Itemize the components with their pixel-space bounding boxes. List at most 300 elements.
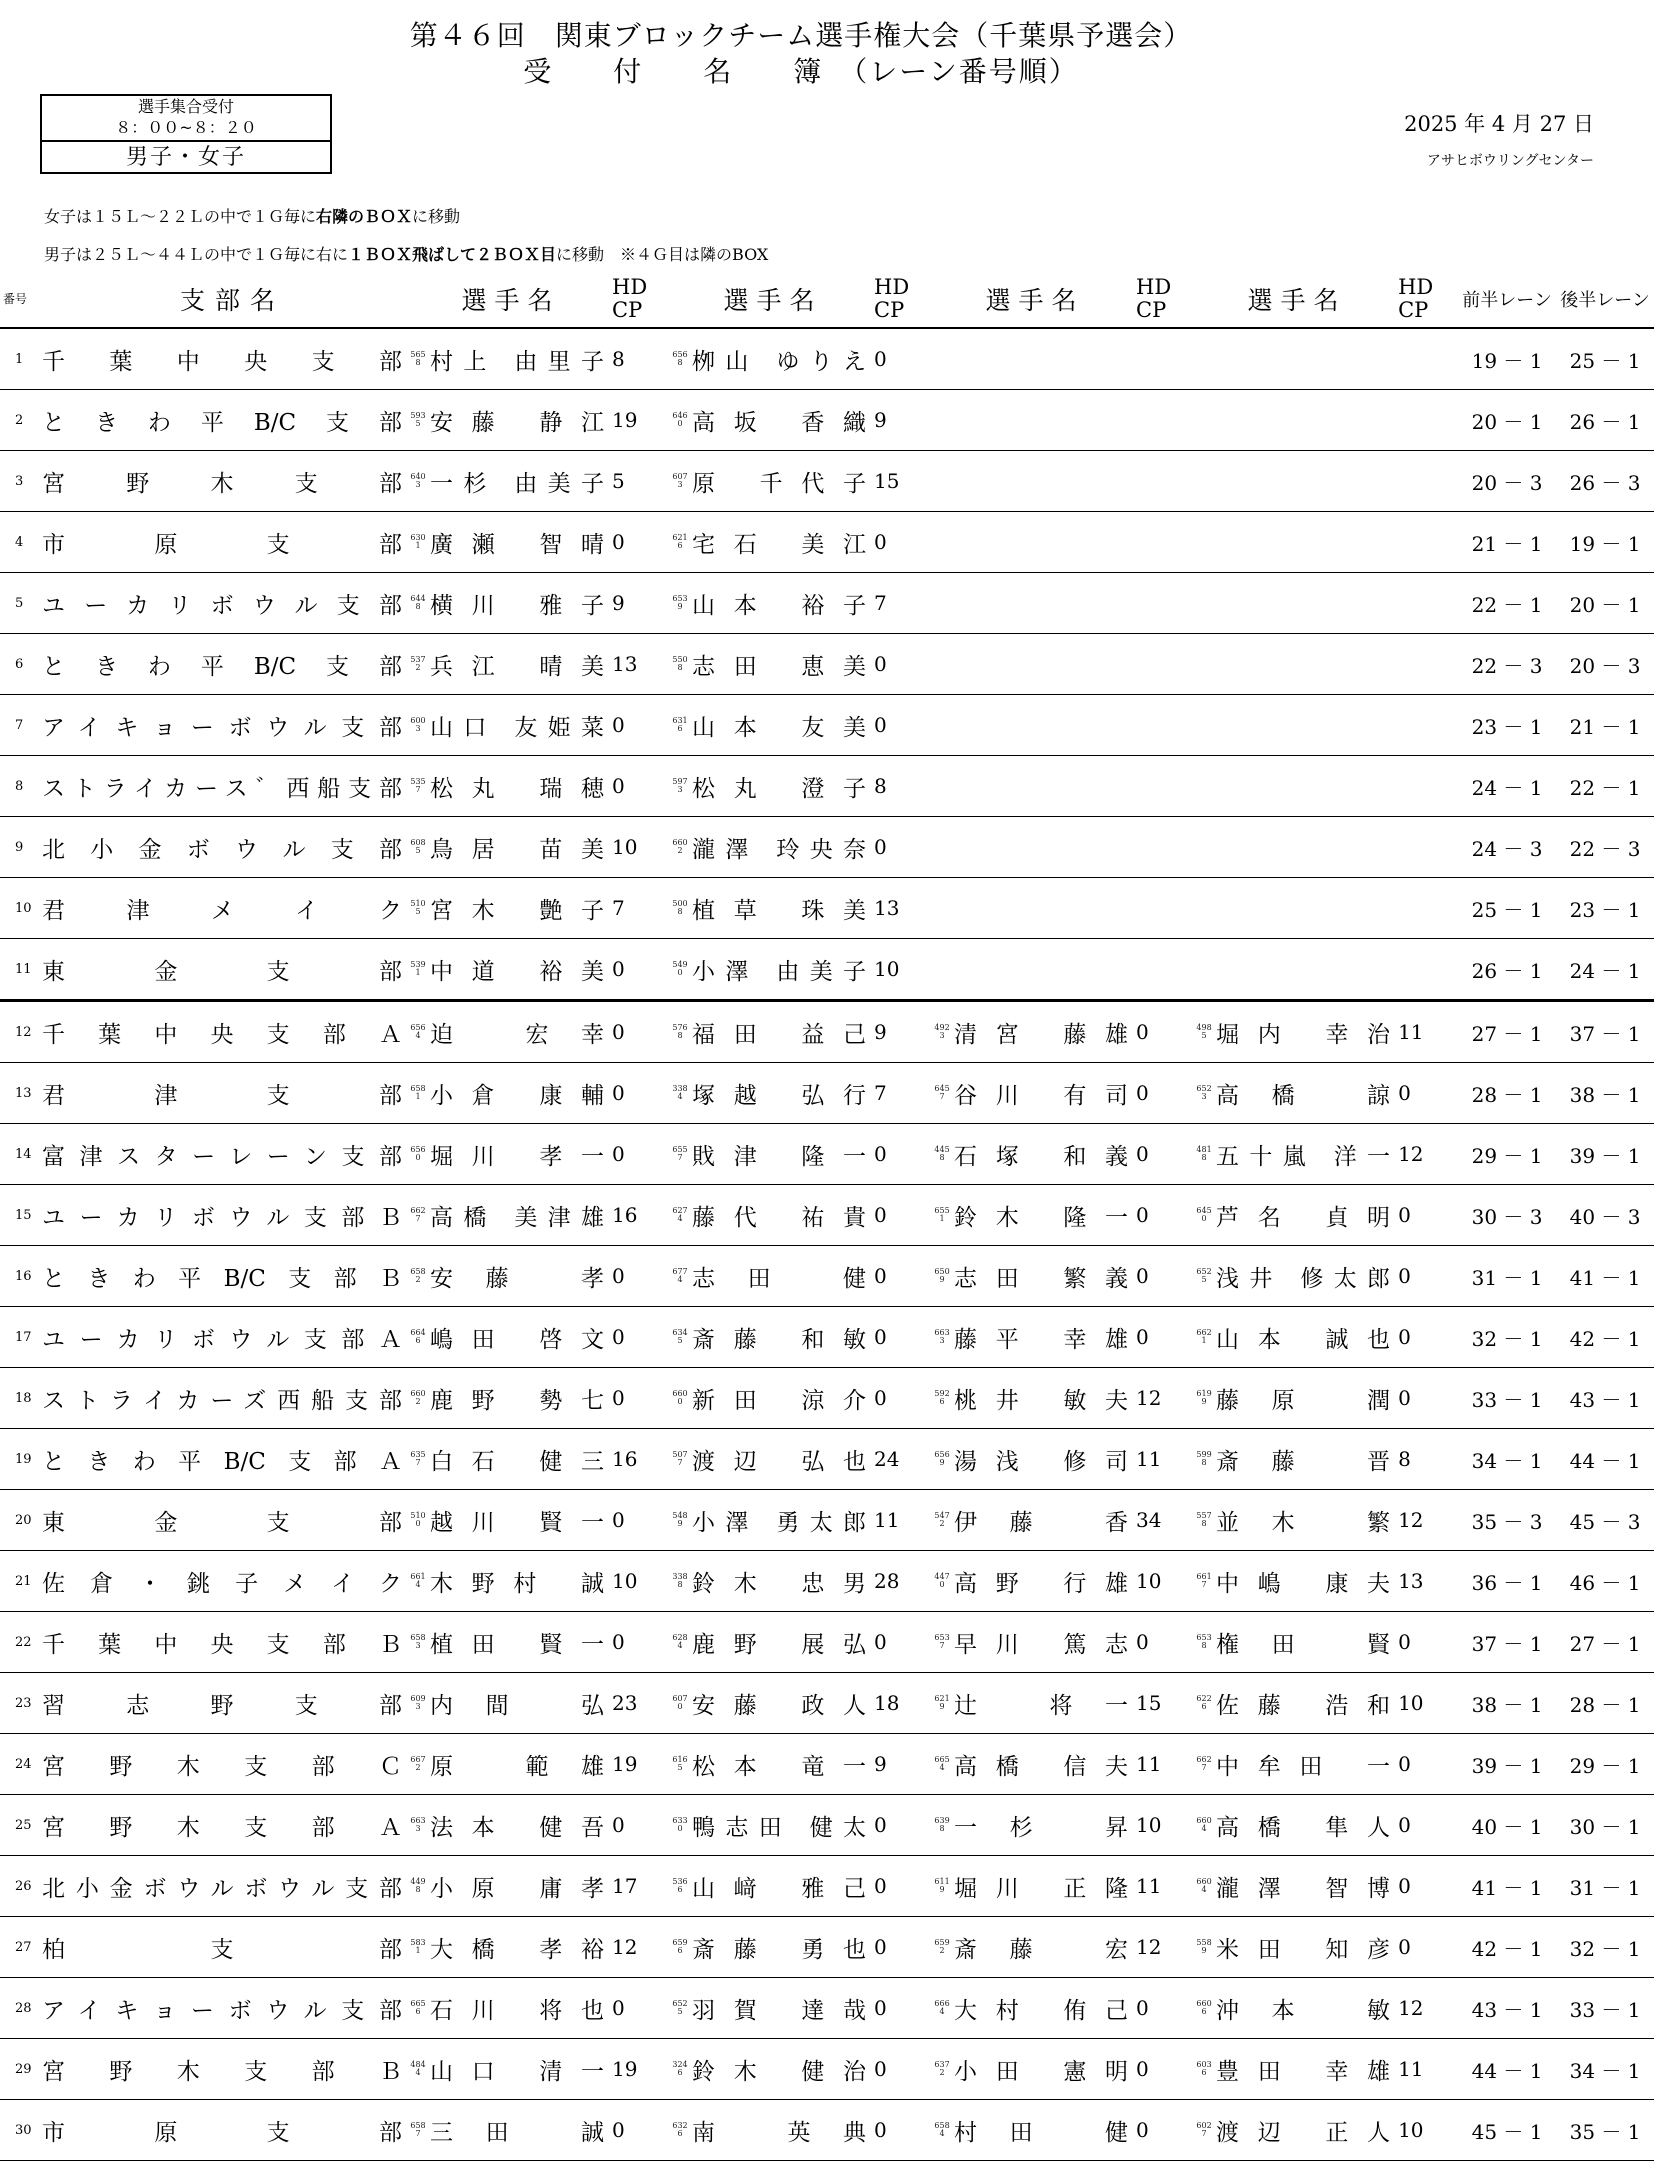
header-player: 選手名 (672, 270, 874, 328)
player-hdcp: 0 (1136, 1307, 1196, 1368)
player-hdcp: 8 (1398, 1429, 1458, 1490)
player-name: 桃井 敏夫 (950, 1368, 1136, 1429)
branch-name: 東金支部 (40, 939, 410, 1001)
player-id (1196, 878, 1212, 939)
player-id: 4818 (1196, 1124, 1212, 1185)
lane-first: 43 － 1 (1458, 1978, 1556, 2039)
player-id (934, 756, 950, 817)
player-hdcp: 0 (1398, 1246, 1458, 1307)
player-hdcp: 9 (612, 573, 672, 634)
table-row (0, 512, 1654, 573)
player-hdcp: 0 (874, 634, 934, 695)
row-number: 22 (0, 1612, 40, 1673)
player-name: 佐藤 浩和 (1212, 1673, 1398, 1734)
branch-name: アイキョーボウル支部 (40, 695, 410, 756)
player-name: 山本 友美 (688, 695, 874, 756)
player-hdcp: 9 (874, 390, 934, 451)
row-number: 17 (0, 1307, 40, 1368)
note-text: 男子は２５Ｌ～４４Ｌの中で１Ｇ毎に右に (44, 245, 349, 264)
player-id: 6584 (934, 2100, 950, 2161)
hdcp-line1: HD (1398, 274, 1434, 299)
lane-second: 37 － 1 (1556, 1001, 1654, 1063)
player-name: 斎藤 晋 (1212, 1429, 1398, 1490)
player-name: 鴨志田 健太 (688, 1795, 874, 1856)
table-row (0, 1368, 1654, 1429)
branch-name: ときわ平B/C支部 (40, 390, 410, 451)
player-id (934, 878, 950, 939)
player-hdcp (1136, 451, 1196, 512)
player-hdcp: 11 (1398, 2039, 1458, 2100)
player-hdcp: 0 (612, 1978, 672, 2039)
player-name: 高野 行雄 (950, 1551, 1136, 1612)
branch-name: 君津支部 (40, 1063, 410, 1124)
branch-name: ストライカーズ西船支部 (40, 1368, 410, 1429)
player-id: 6003 (410, 695, 426, 756)
player-name: 斎藤 宏 (950, 1917, 1136, 1978)
row-number: 30 (0, 2100, 40, 2161)
player-hdcp: 34 (1136, 1490, 1196, 1551)
player-id (1196, 573, 1212, 634)
player-name: 藤代 祐貴 (688, 1185, 874, 1246)
player-name: 堀川 孝一 (426, 1124, 612, 1185)
branch-name: 千葉中央支部Ａ (40, 1001, 410, 1063)
row-number: 11 (0, 939, 40, 1001)
player-id: 6274 (672, 1185, 688, 1246)
player-name: 一杉 由美子 (426, 451, 612, 512)
player-name: 中道 裕美 (426, 939, 612, 1001)
player-id (1196, 634, 1212, 695)
player-id: 6568 (672, 328, 688, 390)
table-row (0, 817, 1654, 878)
assembly-label: 選手集合受付 (137, 97, 234, 116)
player-hdcp: 0 (1136, 1124, 1196, 1185)
player-id: 4498 (410, 1856, 426, 1917)
player-name: 横川 雅子 (426, 573, 612, 634)
player-hdcp: 0 (1398, 1307, 1458, 1368)
hdcp-line2: CP (612, 297, 643, 322)
player-name: 宮木 艶子 (426, 878, 612, 939)
player-id: 4923 (934, 1001, 950, 1063)
player-hdcp (1398, 512, 1458, 573)
player-id: 6070 (672, 1673, 688, 1734)
player-id (1196, 512, 1212, 573)
lane-second: 45 － 3 (1556, 1490, 1654, 1551)
player-hdcp: 0 (874, 817, 934, 878)
assembly-time: ８：００~８：２０ (115, 118, 257, 137)
branch-name: 佐倉・銚子メイク (40, 1551, 410, 1612)
lane-first: 31 － 1 (1458, 1246, 1556, 1307)
player-name (950, 817, 1136, 878)
roster-body (0, 328, 1654, 2161)
player-id: 6457 (934, 1063, 950, 1124)
player-id: 6538 (1196, 1612, 1212, 1673)
player-id: 5589 (1196, 1917, 1212, 1978)
player-name: 戝津 隆一 (688, 1124, 874, 1185)
lane-second: 22 － 1 (1556, 756, 1654, 817)
player-name: 山口 清一 (426, 2039, 612, 2100)
player-name: 山口 友姫菜 (426, 695, 612, 756)
branch-name: ユーカリボウル支部Ａ (40, 1307, 410, 1368)
player-hdcp: 0 (874, 1612, 934, 1673)
player-name: 五十嵐 洋一 (1212, 1124, 1398, 1185)
branch-name: アイキョーボウル支部 (40, 1978, 410, 2039)
branch-name: 習志野支部 (40, 1673, 410, 1734)
lane-second: 25 － 1 (1556, 328, 1654, 390)
branch-name: ストライカース゛西船支部 (40, 756, 410, 817)
player-hdcp: 0 (612, 1490, 672, 1551)
assembly-box (40, 94, 332, 174)
player-name (1212, 878, 1398, 939)
player-name (1212, 634, 1398, 695)
player-id: 6539 (672, 573, 688, 634)
player-name: 瀧澤 智博 (1212, 1856, 1398, 1917)
lane-first: 20 － 1 (1458, 390, 1556, 451)
player-id: 5100 (410, 1490, 426, 1551)
player-hdcp: 0 (612, 1063, 672, 1124)
player-name: 堀川 正隆 (950, 1856, 1136, 1917)
lane-second: 41 － 1 (1556, 1246, 1654, 1307)
row-number: 6 (0, 634, 40, 695)
lane-first: 19 － 1 (1458, 328, 1556, 390)
lane-second: 20 － 1 (1556, 573, 1654, 634)
player-hdcp: 8 (874, 756, 934, 817)
table-row (0, 2100, 1654, 2161)
player-name: 浅井 修太郎 (1212, 1246, 1398, 1307)
branch-name: 北小金ボウルボウル支部 (40, 1856, 410, 1917)
lane-first: 37 － 1 (1458, 1612, 1556, 1673)
branch-name: 柏支部 (40, 1917, 410, 1978)
row-number: 21 (0, 1551, 40, 1612)
player-id: 5490 (672, 939, 688, 1001)
player-id: 6398 (934, 1795, 950, 1856)
player-hdcp: 11 (1136, 1429, 1196, 1490)
player-id: 6656 (410, 1978, 426, 2039)
player-id: 6216 (672, 512, 688, 573)
branch-name: 北小金ボウル支部 (40, 817, 410, 878)
player-name (1212, 939, 1398, 1001)
lane-second: 23 － 1 (1556, 878, 1654, 939)
player-id: 6604 (1196, 1795, 1212, 1856)
player-name: 越川 賢一 (426, 1490, 612, 1551)
player-id: 4985 (1196, 1001, 1212, 1063)
lane-second: 26 － 1 (1556, 390, 1654, 451)
lane-first: 38 － 1 (1458, 1673, 1556, 1734)
player-id (934, 390, 950, 451)
player-id: 6551 (934, 1185, 950, 1246)
lane-first: 34 － 1 (1458, 1429, 1556, 1490)
player-name: 米田 知彦 (1212, 1917, 1398, 1978)
player-name: 志田 健 (688, 1246, 874, 1307)
table-row (0, 1429, 1654, 1490)
player-hdcp: 11 (1136, 1734, 1196, 1795)
table-row (0, 1307, 1654, 1368)
title-line1: 第４６回 関東ブロックチーム選手権大会（千葉県予選会） (409, 19, 1193, 52)
player-hdcp: 0 (1136, 1063, 1196, 1124)
player-name: 芦名 貞明 (1212, 1185, 1398, 1246)
player-name: 沖本 敏 (1212, 1978, 1398, 2039)
player-name (950, 512, 1136, 573)
table-row (0, 634, 1654, 695)
player-hdcp: 5 (612, 451, 672, 512)
lane-first: 27 － 1 (1458, 1001, 1556, 1063)
lane-first: 33 － 1 (1458, 1368, 1556, 1429)
lane-first: 20 － 3 (1458, 451, 1556, 512)
player-id: 5105 (410, 878, 426, 939)
player-id (934, 695, 950, 756)
player-id: 6403 (410, 451, 426, 512)
player-hdcp: 0 (612, 1612, 672, 1673)
hdcp-line1: HD (874, 274, 910, 299)
lane-second: 32 － 1 (1556, 1917, 1654, 1978)
player-name (950, 451, 1136, 512)
player-hdcp: 10 (1136, 1795, 1196, 1856)
player-id: 6602 (672, 817, 688, 878)
lane-first: 41 － 1 (1458, 1856, 1556, 1917)
player-id: 6537 (934, 1612, 950, 1673)
player-hdcp (1136, 817, 1196, 878)
player-name: 山本 誠也 (1212, 1307, 1398, 1368)
player-id (934, 512, 950, 573)
player-id: 6633 (410, 1795, 426, 1856)
header-player: 選手名 (410, 270, 612, 328)
table-row (0, 939, 1654, 1001)
player-id: 5973 (672, 756, 688, 817)
player-hdcp: 0 (874, 328, 934, 390)
lane-second: 30 － 1 (1556, 1795, 1654, 1856)
lane-second: 24 － 1 (1556, 939, 1654, 1001)
player-name: 志田 繁義 (950, 1246, 1136, 1307)
player-name: 木野村 誠 (426, 1551, 612, 1612)
player-name (1212, 573, 1398, 634)
player-id: 5578 (1196, 1490, 1212, 1551)
player-hdcp: 0 (874, 1856, 934, 1917)
lane-first: 29 － 1 (1458, 1124, 1556, 1185)
hdcp-line2: CP (874, 297, 905, 322)
player-hdcp: 0 (874, 2100, 934, 2161)
row-number: 19 (0, 1429, 40, 1490)
player-id: 6664 (934, 1978, 950, 2039)
player-hdcp: 0 (612, 1368, 672, 1429)
player-hdcp: 24 (874, 1429, 934, 1490)
table-row (0, 573, 1654, 634)
player-id: 6036 (1196, 2039, 1212, 2100)
player-hdcp: 0 (874, 695, 934, 756)
player-name (1212, 756, 1398, 817)
lane-first: 30 － 3 (1458, 1185, 1556, 1246)
player-name: 高橋 諒 (1212, 1063, 1398, 1124)
player-name: 伊藤 香 (950, 1490, 1136, 1551)
player-hdcp: 13 (612, 634, 672, 695)
player-id: 6583 (410, 1612, 426, 1673)
player-id (1196, 695, 1212, 756)
player-id: 4470 (934, 1551, 950, 1612)
branch-name: 富津スターレーン支部 (40, 1124, 410, 1185)
branch-name: ときわ平B/C支部 (40, 634, 410, 695)
row-number: 25 (0, 1795, 40, 1856)
player-hdcp: 12 (1136, 1917, 1196, 1978)
player-id: 6621 (1196, 1307, 1212, 1368)
player-name (1212, 328, 1398, 390)
player-name: 鈴木 隆一 (950, 1185, 1136, 1246)
player-hdcp: 0 (874, 1246, 934, 1307)
player-id: 6523 (1196, 1063, 1212, 1124)
roster-table (0, 270, 1654, 2161)
player-id: 6587 (410, 2100, 426, 2161)
player-hdcp: 0 (1398, 1368, 1458, 1429)
player-id: 6646 (410, 1307, 426, 1368)
header-row (0, 270, 1654, 328)
player-id: 6525 (1196, 1246, 1212, 1307)
player-hdcp: 7 (874, 1063, 934, 1124)
player-name: 豊田 幸雄 (1212, 2039, 1398, 2100)
player-hdcp: 18 (874, 1673, 934, 1734)
lane-second: 44 － 1 (1556, 1429, 1654, 1490)
lane-first: 24 － 1 (1458, 756, 1556, 817)
lane-first: 44 － 1 (1458, 2039, 1556, 2100)
player-id: 6600 (672, 1368, 688, 1429)
player-id: 5077 (672, 1429, 688, 1490)
player-name: 松丸 澄子 (688, 756, 874, 817)
row-number: 24 (0, 1734, 40, 1795)
player-hdcp: 0 (612, 695, 672, 756)
player-hdcp: 0 (874, 1307, 934, 1368)
player-name: 高橋 信夫 (950, 1734, 1136, 1795)
player-hdcp: 10 (612, 817, 672, 878)
player-name: 原 千代子 (688, 451, 874, 512)
table-row (0, 1551, 1654, 1612)
player-name: 福田 益己 (688, 1001, 874, 1063)
player-hdcp: 0 (1136, 2100, 1196, 2161)
player-id (934, 573, 950, 634)
player-id (1196, 817, 1212, 878)
lane-second: 21 － 1 (1556, 695, 1654, 756)
row-number: 23 (0, 1673, 40, 1734)
player-id: 5391 (410, 939, 426, 1001)
player-hdcp (1398, 573, 1458, 634)
player-hdcp: 0 (1398, 1063, 1458, 1124)
player-name: 藤原 潤 (1212, 1368, 1398, 1429)
player-id: 4458 (934, 1124, 950, 1185)
player-hdcp: 0 (874, 1124, 934, 1185)
table-row (0, 878, 1654, 939)
player-hdcp: 15 (874, 451, 934, 512)
header-hdcp (874, 270, 934, 328)
player-id: 6509 (934, 1246, 950, 1307)
player-name: 鹿野 勢七 (426, 1368, 612, 1429)
player-id (934, 939, 950, 1001)
lane-first: 22 － 1 (1458, 573, 1556, 634)
player-name: 斎藤 和敏 (688, 1307, 874, 1368)
player-name (950, 695, 1136, 756)
player-name: 宅石 美江 (688, 512, 874, 573)
player-id: 6450 (1196, 1185, 1212, 1246)
player-name: 鹿野 展弘 (688, 1612, 874, 1673)
player-name: 瀧澤 玲央奈 (688, 817, 874, 878)
player-name: 一杉 昇 (950, 1795, 1136, 1856)
player-hdcp: 0 (1398, 1734, 1458, 1795)
player-hdcp: 0 (612, 1001, 672, 1063)
player-name (950, 573, 1136, 634)
lane-second: 34 － 1 (1556, 2039, 1654, 2100)
player-name: 清宮 藤雄 (950, 1001, 1136, 1063)
header-lane-first: 前半レーン (1458, 270, 1556, 328)
player-id: 6093 (410, 1673, 426, 1734)
player-name: 堀内 幸治 (1212, 1001, 1398, 1063)
row-number: 4 (0, 512, 40, 573)
player-id: 6564 (410, 1001, 426, 1063)
lane-first: 21 － 1 (1458, 512, 1556, 573)
player-hdcp (1136, 878, 1196, 939)
player-hdcp: 23 (612, 1673, 672, 1734)
header-branch: 支部名 (40, 270, 410, 328)
player-hdcp: 0 (1136, 2039, 1196, 2100)
player-hdcp: 16 (612, 1429, 672, 1490)
player-name: 渡辺 正人 (1212, 2100, 1398, 2161)
player-name (950, 878, 1136, 939)
player-hdcp: 11 (1398, 1001, 1458, 1063)
player-name: 村上 由里子 (426, 328, 612, 390)
player-name: 山本 裕子 (688, 573, 874, 634)
player-name: 安藤 政人 (688, 1673, 874, 1734)
player-id: 6316 (672, 695, 688, 756)
player-id (934, 634, 950, 695)
table-row (0, 1673, 1654, 1734)
player-name: 石塚 和義 (950, 1124, 1136, 1185)
row-number: 13 (0, 1063, 40, 1124)
lane-second: 33 － 1 (1556, 1978, 1654, 2039)
player-id: 6569 (934, 1429, 950, 1490)
header-player: 選手名 (1196, 270, 1398, 328)
row-number: 29 (0, 2039, 40, 2100)
player-id (1196, 390, 1212, 451)
player-hdcp: 0 (874, 512, 934, 573)
player-hdcp: 13 (1398, 1551, 1458, 1612)
category-label: 男子・女子 (125, 145, 246, 170)
player-hdcp (1398, 817, 1458, 878)
row-number: 9 (0, 817, 40, 878)
player-name (950, 939, 1136, 1001)
player-name (1212, 390, 1398, 451)
player-hdcp: 0 (612, 1246, 672, 1307)
player-hdcp: 12 (1136, 1368, 1196, 1429)
event-date: 2025 年 4 月 27 日 (1404, 112, 1594, 136)
player-hdcp: 19 (612, 390, 672, 451)
player-name: 中嶋 康夫 (1212, 1551, 1398, 1612)
player-hdcp: 13 (874, 878, 934, 939)
branch-name: 宮野木支部Ｂ (40, 2039, 410, 2100)
lane-second: 35 － 1 (1556, 2100, 1654, 2161)
lane-second: 29 － 1 (1556, 1734, 1654, 1795)
player-hdcp: 0 (612, 512, 672, 573)
player-id: 6326 (672, 2100, 688, 2161)
player-name: 藤平 幸雄 (950, 1307, 1136, 1368)
player-id (1196, 756, 1212, 817)
player-hdcp: 0 (612, 756, 672, 817)
player-id: 6219 (934, 1673, 950, 1734)
lane-first: 36 － 1 (1458, 1551, 1556, 1612)
player-hdcp: 0 (612, 939, 672, 1001)
table-row (0, 1856, 1654, 1917)
player-hdcp: 12 (1398, 1124, 1458, 1185)
header-lane-second: 後半レーン (1556, 270, 1654, 328)
branch-name: 東金支部 (40, 1490, 410, 1551)
table-row (0, 2039, 1654, 2100)
table-row (0, 1063, 1654, 1124)
player-hdcp (1136, 695, 1196, 756)
row-number: 7 (0, 695, 40, 756)
player-id: 6345 (672, 1307, 688, 1368)
table-row (0, 756, 1654, 817)
